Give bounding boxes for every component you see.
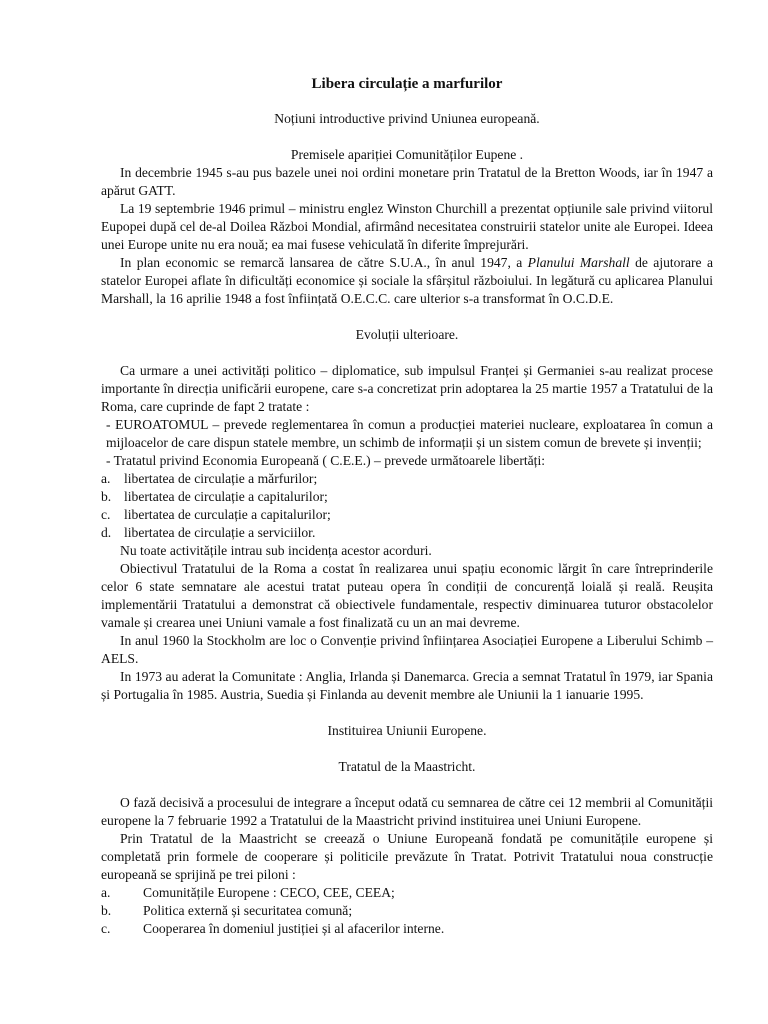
list-item xyxy=(101,524,713,542)
freedoms-list xyxy=(101,470,713,542)
heading-evolutii: Evoluții ulterioare. xyxy=(355,327,459,342)
list-item xyxy=(101,902,713,920)
list-item xyxy=(101,488,713,506)
document-body xyxy=(101,74,713,938)
paragraph-3-part-a: In plan economic se remarcă lansarea de către S.U.A., în anul 1947, a xyxy=(120,255,528,270)
list-item-text: libertatea de circulație a serviciilor. xyxy=(124,525,316,540)
paragraph-3 xyxy=(101,254,713,308)
pillars-list xyxy=(101,884,713,938)
paragraph-6: Obiectivul Tratatului de la Roma a costat în realizarea unui spațiu economic lărgit în care întreprinderile celor 6 state semnatare ale acestui tratat puteau opera în condiții de concurență loială și reală. Reușita implementării Tratatului a demonstrat că obiectivele fundamentale, respectiv diminuarea tuturor obstacolelor vamale și crearea unei Uniuni vamale a fost finalizată cu un an mai devreme. xyxy=(101,561,713,630)
paragraph-2: La 19 septembrie 1946 primul – ministru englez Winston Churchill a prezentat opțiunile sale privind viitorul Eupopei după cel de-al Doilea Război Mondial, afirmând necesitatea construirii statelor unite ale Europei. Ideea unei Europe unite nu era nouă; ea mai fusese vehiculată în diferite împrejurări. xyxy=(101,201,713,252)
list-item-marker: b. xyxy=(101,903,112,918)
list-item-marker: a. xyxy=(101,885,111,900)
list-item-text: libertatea de circulație a capitalurilor; xyxy=(124,489,328,504)
dash-item-euroatom: - EUROATOMUL – prevede reglementarea în comun a producției materiei nucleare, exploatarea în comun a mijloacelor de care dispun statele membre, un schimb de informații și un sistem comun de brevete și invenții; xyxy=(106,417,713,450)
paragraph-8: In 1973 au aderat la Comunitate : Anglia, Irlanda și Danemarca. Grecia a semnat Tratatul în 1979, iar Spania și Portugalia în 1985. Austria, Suedia și Finlanda au devenit membre ale Uniunii la 1 ianuarie 1995. xyxy=(101,669,713,702)
paragraph-5: Nu toate activitățile intrau sub incidența acestor acorduri. xyxy=(120,543,432,558)
paragraph-4: Ca urmare a unei activități politico – diplomatice, sub impulsul Franței și Germaniei s-au realizat procese importante în direcția unificării europene, care s-a concretizat prin adoptarea la 25 martie 1957 a Tratatului de la Roma, care cuprinde de fapt 2 tratate : xyxy=(101,363,713,414)
list-item-marker: a. xyxy=(101,471,111,486)
paragraph-1: In decembrie 1945 s-au pus bazele unei noi ordini monetare prin Tratatul de la Bretton Woods, iar în 1947 a apărut GATT. xyxy=(101,165,713,198)
list-item xyxy=(101,920,713,938)
heading-premisele: Premisele apariției Comunităților Eupene . xyxy=(290,147,524,162)
list-item-text: Cooperarea în domeniul justiției și al afacerilor interne. xyxy=(143,921,445,936)
list-item xyxy=(101,884,713,902)
paragraph-9: O fază decisivă a procesului de integrare a început odată cu semnarea de către cei 12 membrii al Comunității europene la 7 februarie 1992 a Tratatului de la Maastricht privind instituirea unei Uniuni Europene. xyxy=(101,795,713,828)
document-title: Libera circulație a marfurilor xyxy=(311,76,503,92)
dash-item-cee: - Tratatul privind Economia Europeană ( C.E.E.) – prevede următoarele libertăți: xyxy=(106,453,546,468)
list-item-marker: b. xyxy=(101,489,112,504)
list-item-marker: c. xyxy=(101,507,111,522)
list-item-marker: c. xyxy=(101,921,111,936)
paragraph-7: In anul 1960 la Stockholm are loc o Convenție privind înființarea Asociației Europene a Liberului Schimb – AELS. xyxy=(101,633,713,666)
heading-notiuni: Noțiuni introductive privind Uniunea europeană. xyxy=(274,111,540,126)
list-item-text: libertatea de curculație a capitalurilor; xyxy=(124,507,331,522)
list-item-text: libertatea de circulație a mărfurilor; xyxy=(124,471,318,486)
list-item-text: Politica externă și securitatea comună; xyxy=(143,903,353,918)
list-item-marker: d. xyxy=(101,525,112,540)
heading-instituirea: Instituirea Uniunii Europene. xyxy=(327,723,487,738)
paragraph-3-emphasis: Planului Marshall xyxy=(527,255,630,270)
list-item-text: Comunitățile Europene : CECO, CEE, CEEA; xyxy=(143,885,395,900)
list-item xyxy=(101,506,713,524)
paragraph-10: Prin Tratatul de la Maastricht se creează o Uniune Europeană fondată pe comunitățile europene și completată prin formele de cooperare și politicile prevăzute în Tratat. Potrivit Tratatului noua construcție europeană se sprijină pe trei piloni : xyxy=(101,831,713,882)
heading-maastricht: Tratatul de la Maastricht. xyxy=(338,759,476,774)
list-item xyxy=(101,470,713,488)
paragraph-3-part-b: de ajutorare a statelor Europei aflate în dificultăți economice și sociale la sfârșitul războiului. In legătură cu aplicarea Planului Marshall, la 16 aprilie 1948 a fost înființată O.E.C.C. care ulterior s-a transformat în O.C.D.E. xyxy=(101,255,713,306)
